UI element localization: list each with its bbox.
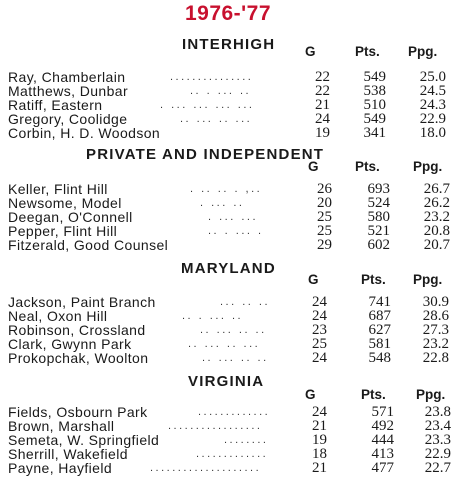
games-value: 21 (315, 97, 330, 113)
points-value: 741 (368, 294, 391, 310)
leader-dots: . ... ... ... ... (160, 99, 255, 111)
leader-dots: ... .. .. (220, 296, 271, 308)
games-value: 29 (317, 237, 332, 253)
points-value: 341 (363, 125, 386, 141)
section-heading: INTERHIGH (182, 36, 276, 53)
points-value: 581 (368, 336, 391, 352)
games-value: 26 (317, 181, 332, 197)
leader-dots: . ... .. (200, 197, 245, 209)
leader-dots: .. ... .. .. (200, 324, 267, 336)
player-name: Gregory, Coolidge (8, 111, 128, 127)
points-value: 492 (371, 418, 394, 434)
ppg-value: 23.4 (424, 418, 451, 434)
games-value: 24 (312, 308, 327, 324)
ppg-value: 18.0 (419, 125, 446, 141)
column-header-g: G (308, 272, 319, 287)
ppg-value: 30.9 (422, 294, 449, 310)
points-value: 510 (363, 97, 386, 113)
leader-dots: . .. .. . ,.. (190, 183, 263, 195)
column-header-pts: Pts. (355, 159, 380, 174)
ppg-value: 25.0 (419, 69, 446, 85)
column-header-ppg: Ppg. (413, 159, 443, 174)
ppg-value: 22.9 (424, 446, 451, 462)
games-value: 24 (315, 111, 330, 127)
page-title: 1976-'77 (184, 2, 272, 25)
section-heading: MARYLAND (181, 260, 276, 277)
ppg-value: 22.7 (424, 460, 451, 476)
ppg-value: 22.8 (422, 350, 449, 366)
player-name: Ray, Chamberlain (8, 69, 126, 85)
player-name: Fitzerald, Good Counsel (8, 237, 169, 253)
leader-dots: .. . ... .. (182, 310, 244, 322)
ppg-value: 20.8 (423, 223, 450, 239)
player-name: Semeta, W. Springfield (8, 432, 160, 448)
column-header-g: G (305, 44, 316, 59)
leader-dots: .. . ... .. (190, 85, 252, 97)
table-row (0, 461, 456, 476)
points-value: 693 (367, 181, 390, 197)
player-name: Payne, Hayfield (8, 460, 113, 476)
player-name: Deegan, O'Connell (8, 209, 133, 225)
player-name: Sherrill, Wakefield (8, 446, 128, 462)
leader-dots: .. ... .. ... (188, 338, 261, 350)
points-value: 580 (367, 209, 390, 225)
leader-dots: .. ... .. .. (202, 352, 269, 364)
ppg-value: 22.9 (419, 111, 446, 127)
leader-dots: . ... ... (208, 211, 259, 223)
player-name: Ratiff, Eastern (8, 97, 103, 113)
points-value: 627 (368, 322, 391, 338)
player-name: Prokopchak, Woolton (8, 350, 149, 366)
leader-dots: ............. (198, 406, 271, 418)
games-value: 21 (312, 460, 327, 476)
ppg-value: 27.3 (422, 322, 449, 338)
ppg-value: 28.6 (422, 308, 449, 324)
table-row (0, 351, 456, 366)
points-value: 444 (371, 432, 394, 448)
ppg-value: 23.3 (424, 432, 451, 448)
leader-dots: .. . ... . (208, 225, 264, 237)
column-header-g: G (305, 387, 316, 402)
leader-dots: ................. (168, 420, 263, 432)
player-name: Newsome, Model (8, 195, 122, 211)
games-value: 22 (315, 83, 330, 99)
points-value: 538 (363, 83, 386, 99)
leader-dots: ........ (224, 434, 269, 446)
ppg-value: 26.7 (423, 181, 450, 197)
ppg-value: 23.2 (422, 336, 449, 352)
column-header-ppg: Ppg. (416, 387, 446, 402)
player-name: Keller, Flint Hill (8, 181, 108, 197)
points-value: 549 (363, 69, 386, 85)
player-name: Corbin, H. D. Woodson (8, 125, 161, 141)
games-value: 22 (315, 69, 330, 85)
ppg-value: 24.3 (419, 97, 446, 113)
column-header-pts: Pts. (355, 44, 380, 59)
games-value: 24 (312, 294, 327, 310)
player-name: Jackson, Paint Branch (8, 294, 156, 310)
player-name: Clark, Gwynn Park (8, 336, 132, 352)
games-value: 21 (312, 418, 327, 434)
player-name: Matthews, Dunbar (8, 83, 129, 99)
points-value: 549 (363, 111, 386, 127)
ppg-value: 20.7 (423, 237, 450, 253)
games-value: 25 (317, 223, 332, 239)
player-name: Brown, Marshall (8, 418, 115, 434)
column-header-ppg: Ppg. (413, 272, 443, 287)
column-header-pts: Pts. (361, 272, 386, 287)
games-value: 25 (317, 209, 332, 225)
table-row (0, 238, 456, 253)
section-heading: PRIVATE AND INDEPENDENT (86, 146, 325, 163)
points-value: 602 (367, 237, 390, 253)
section-heading: VIRGINIA (188, 373, 265, 390)
points-value: 524 (367, 195, 390, 211)
games-value: 18 (312, 446, 327, 462)
ppg-value: 24.5 (419, 83, 446, 99)
ppg-value: 23.8 (424, 404, 451, 420)
points-value: 571 (371, 404, 394, 420)
player-name: Fields, Osbourn Park (8, 404, 148, 420)
ppg-value: 26.2 (423, 195, 450, 211)
ppg-value: 23.2 (423, 209, 450, 225)
leader-dots: .................... (150, 462, 262, 474)
games-value: 20 (317, 195, 332, 211)
points-value: 548 (368, 350, 391, 366)
player-name: Robinson, Crossland (8, 322, 146, 338)
player-name: Neal, Oxon Hill (8, 308, 108, 324)
column-header-ppg: Ppg. (408, 44, 438, 59)
column-header-pts: Pts. (361, 387, 386, 402)
leader-dots: .. ... .. ... (180, 113, 253, 125)
points-value: 477 (371, 460, 394, 476)
column-header-g: G (308, 159, 319, 174)
points-value: 687 (368, 308, 391, 324)
leader-dots: ............. (196, 448, 269, 460)
leader-dots: ............... (170, 71, 254, 83)
games-value: 24 (312, 350, 327, 366)
games-value: 23 (312, 322, 327, 338)
table-row (0, 126, 456, 141)
games-value: 25 (312, 336, 327, 352)
games-value: 19 (312, 432, 327, 448)
games-value: 24 (312, 404, 327, 420)
games-value: 19 (315, 125, 330, 141)
points-value: 413 (371, 446, 394, 462)
points-value: 521 (367, 223, 390, 239)
player-name: Pepper, Flint Hill (8, 223, 118, 239)
